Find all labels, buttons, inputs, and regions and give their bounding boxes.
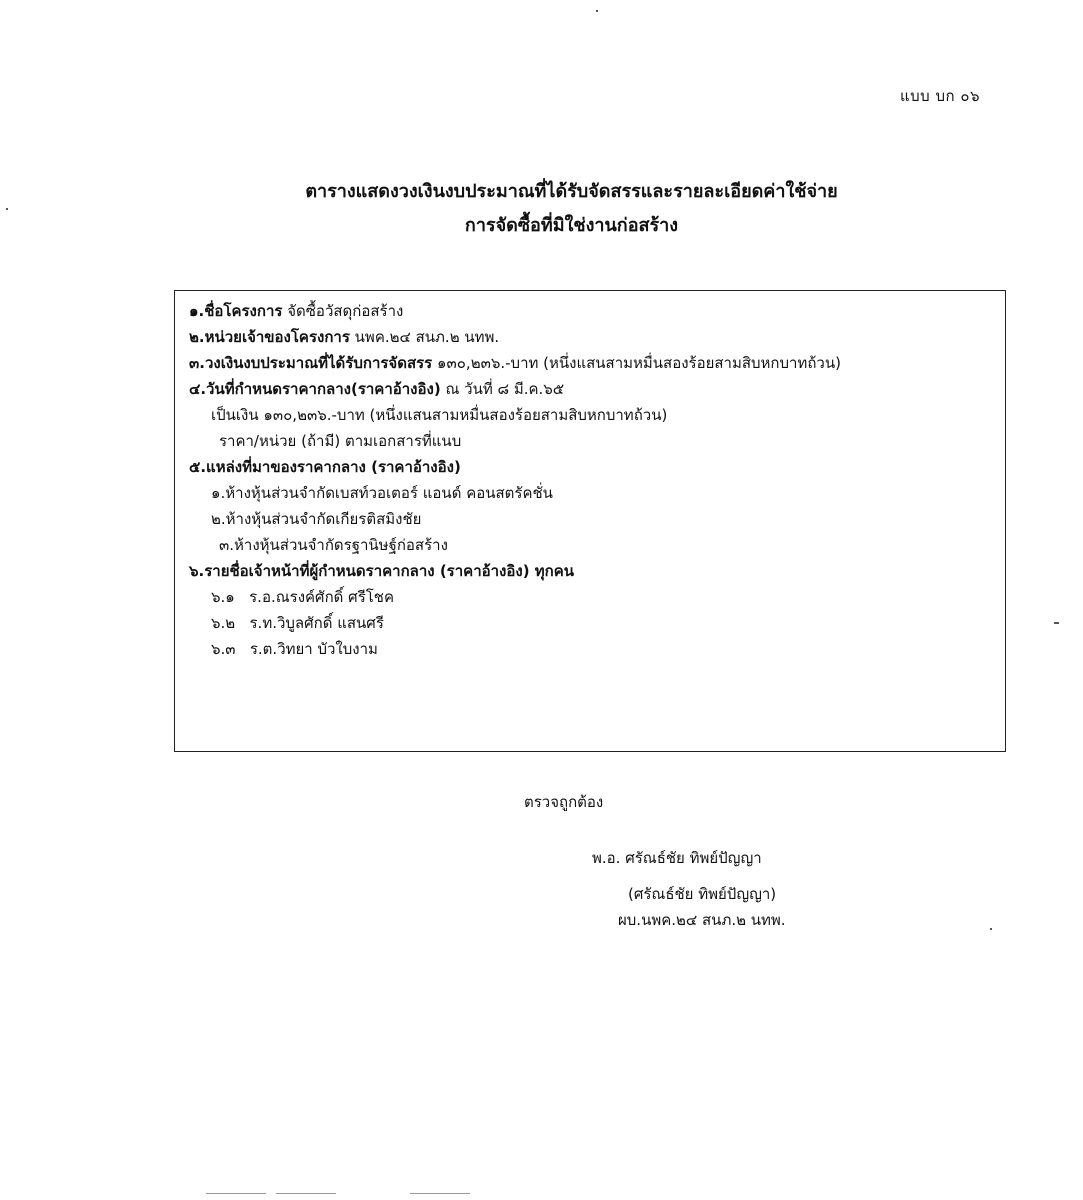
item4-unit-price: ราคา/หน่วย (ถ้ามี) ตามเอกสารที่แนบ bbox=[219, 432, 462, 450]
item5-label: ๕.แหล่งที่มาของราคากลาง (ราคาอ้างอิง) bbox=[189, 458, 461, 476]
officer-name: ร.ต.วิทยา บัวใบงาม bbox=[249, 640, 378, 658]
item1-value: จัดซื้อวัสดุก่อสร้าง bbox=[282, 302, 404, 320]
scan-speck bbox=[6, 208, 8, 210]
form-code: แบบ บก ๐๖ bbox=[899, 87, 980, 105]
item1-row bbox=[189, 301, 403, 321]
officer-number: ๖.๒ bbox=[211, 614, 236, 632]
details-box bbox=[174, 290, 1006, 752]
officer-row bbox=[211, 639, 378, 659]
item6-row bbox=[189, 561, 574, 581]
item4-amount: เป็นเงิน ๑๓๐,๒๓๖.-บาท (หนึ่งแสนสามหมื่นสองร้อยสามสิบหกบาทถ้วน) bbox=[211, 406, 668, 424]
officer-name: ร.ท.วิบูลศักดิ์ แสนศรี bbox=[249, 614, 384, 632]
officer-row bbox=[211, 587, 394, 607]
officer-number: ๖.๓ bbox=[211, 640, 236, 658]
printed-name: (ศรัณธ์ชัย ทิพย์ปัญญา) bbox=[628, 885, 777, 903]
signed-name: พ.อ. ศรัณธ์ชัย ทิพย์ปัญญา bbox=[592, 849, 762, 867]
source-item: ๑.ห้างหุ้นส่วนจำกัดเบสท์วอเตอร์ แอนด์ คอนสตรัคชั่น bbox=[211, 484, 553, 502]
scan-edge bbox=[206, 1193, 266, 1194]
item2-row bbox=[189, 327, 499, 347]
item3-row bbox=[189, 353, 841, 373]
item4-label: ๔.วันที่กำหนดราคากลาง(ราคาอ้างอิง) bbox=[189, 380, 441, 398]
scan-speck bbox=[596, 10, 598, 12]
signer-position: ผบ.นพค.๒๔ สนภ.๒ นทพ. bbox=[618, 911, 786, 929]
item4-row bbox=[189, 379, 564, 399]
document-title: ตารางแสดงวงเงินงบประมาณที่ได้รับจัดสรรและรายละเอียดค่าใช้จ่าย bbox=[305, 181, 838, 202]
verified-text: ตรวจถูกต้อง bbox=[524, 793, 604, 811]
source-item: ๓.ห้างหุ้นส่วนจำกัดรฐานิษฐ์ก่อสร้าง bbox=[219, 536, 448, 554]
item2-label: ๒.หน่วยเจ้าของโครงการ bbox=[189, 328, 350, 346]
item3-value: ๑๓๐,๒๓๖.-บาท (หนึ่งแสนสามหมื่นสองร้อยสามสิบหกบาทถ้วน) bbox=[432, 354, 841, 372]
scan-edge bbox=[276, 1193, 336, 1194]
officer-name: ร.อ.ณรงค์ศักดิ์ ศรีโชค bbox=[249, 588, 395, 606]
item1-label: ๑.ชื่อโครงการ bbox=[189, 302, 283, 320]
item3-label: ๓.วงเงินงบประมาณที่ได้รับการจัดสรร bbox=[189, 354, 433, 372]
officer-number: ๖.๑ bbox=[211, 588, 235, 606]
source-item: ๒.ห้างหุ้นส่วนจำกัดเกียรติสมิงชัย bbox=[211, 510, 422, 528]
item4-value: ณ วันที่ ๘ มี.ค.๖๕ bbox=[440, 380, 565, 398]
item5-row bbox=[189, 457, 461, 477]
item2-value: นพค.๒๔ สนภ.๒ นทพ. bbox=[349, 328, 500, 346]
scan-edge bbox=[410, 1193, 470, 1194]
scan-speck bbox=[1054, 622, 1059, 624]
document-subtitle: การจัดซื้อที่มิใช่งานก่อสร้าง bbox=[464, 215, 679, 236]
officer-row bbox=[211, 613, 384, 633]
item6-label: ๖.รายชื่อเจ้าหน้าที่ผู้กำหนดราคากลาง (ราคาอ้างอิง) ทุกคน bbox=[189, 562, 575, 580]
scan-speck bbox=[990, 928, 992, 930]
